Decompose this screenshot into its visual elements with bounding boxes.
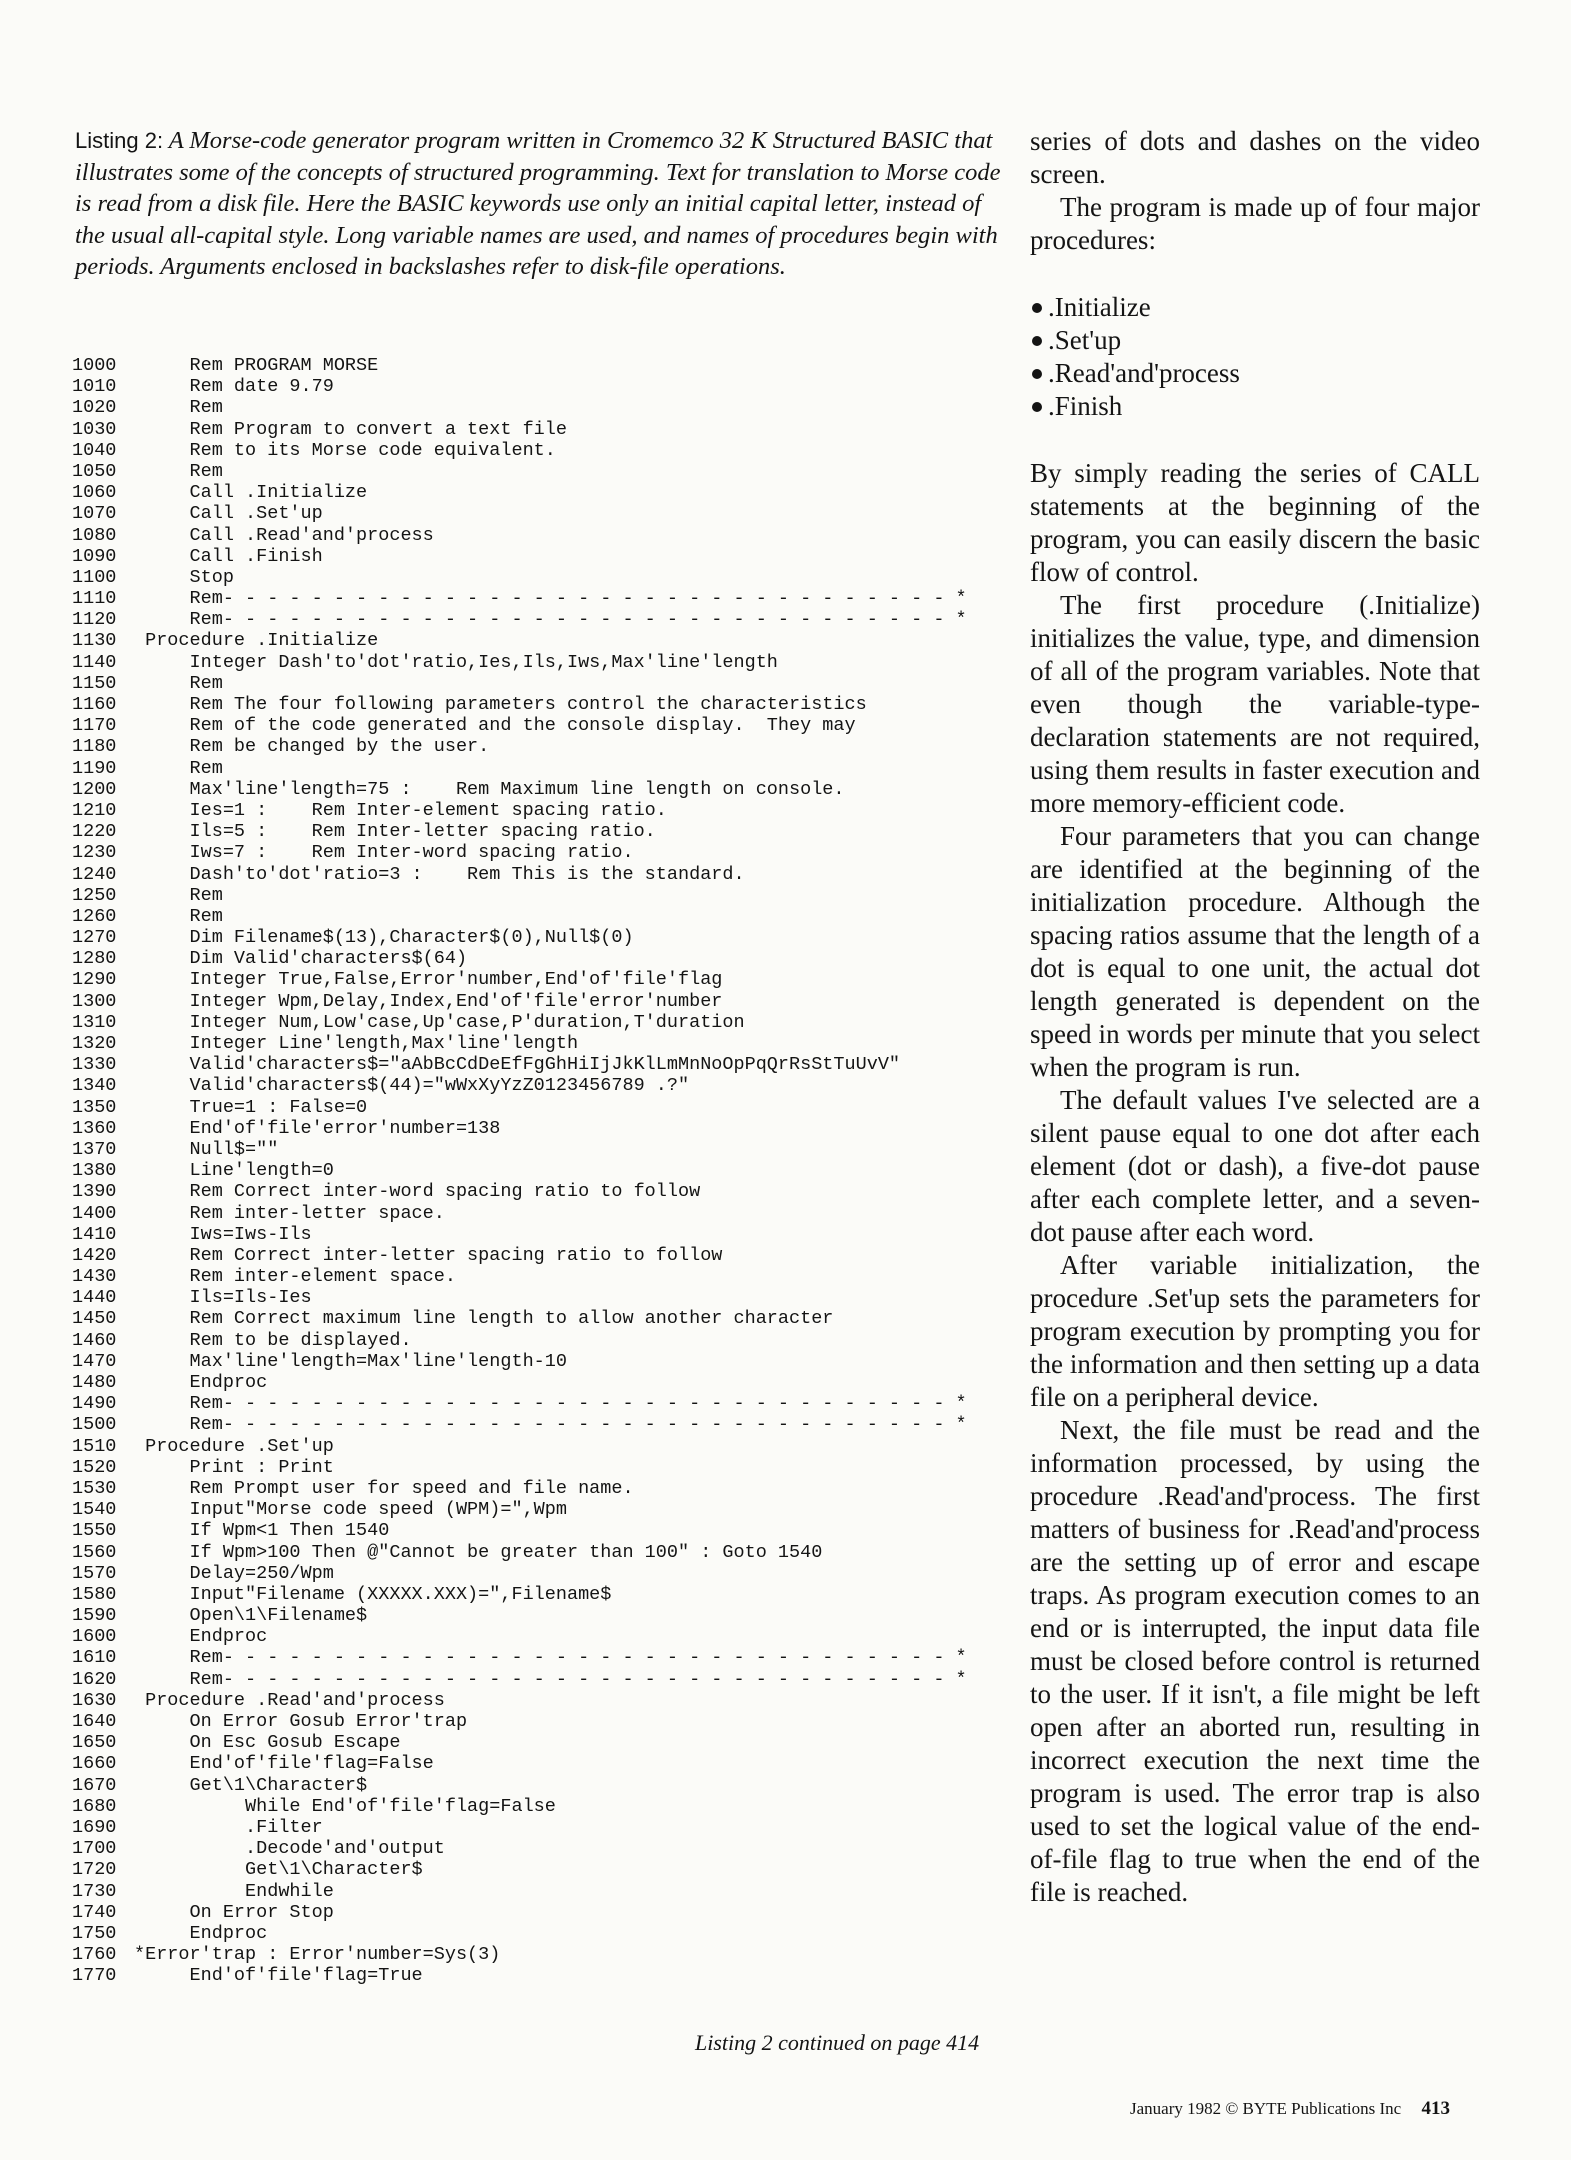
code-line [72, 1817, 1022, 1838]
code-line [72, 1118, 1022, 1139]
code-line [72, 1753, 1022, 1774]
code-text: Integer True,False,Error'number,End'of'file'flag [134, 969, 723, 991]
code-text: End'of'file'error'number=138 [134, 1117, 501, 1139]
line-number: 1670 [72, 1774, 117, 1796]
article-paragraph: Next, the file must be read and the information processed, by using the procedure .Read'and'process. The first matters of business for .Read'and'process are the setting up of error and escape traps. As program execution comes to an end or is interrupted, the input data file must be closed before control is returned to the user. If it isn't, a file might be left open after an aborted run, resulting in incorrect execution the next time the program is used. The error trap is also used to set the logical value of the end-of-file flag to true when the end of the file is reached. [1030, 1415, 1480, 1907]
article-paragraph: The program is made up of four major procedures: [1030, 192, 1480, 255]
code-line [72, 1690, 1022, 1711]
code-line [72, 1372, 1022, 1393]
code-line [72, 546, 1022, 567]
code-text: True=1 : False=0 [134, 1096, 368, 1118]
code-text: Rem to its Morse code equivalent. [134, 439, 556, 461]
code-text: Rem [134, 672, 223, 694]
code-text: Rem Program to convert a text file [134, 418, 567, 440]
line-number: 1380 [72, 1160, 117, 1182]
code-line [72, 1287, 1022, 1308]
line-number: 1000 [72, 355, 117, 376]
code-text: Endproc [134, 1626, 268, 1648]
code-text: End'of'file'flag=True [134, 1965, 423, 1987]
code-line [72, 1075, 1022, 1096]
code-line [72, 355, 1022, 376]
code-text: Max'line'length=Max'line'length-10 [134, 1350, 567, 1372]
code-text: Max'line'length=75 : Rem Maximum line length on console. [134, 778, 845, 800]
line-number: 1750 [72, 1922, 117, 1944]
code-text: Integer Line'length,Max'line'length [134, 1033, 579, 1054]
article-paragraph: By simply reading the series of CALL statements at the beginning of the program, you can easily discern the basic flow of control. [1030, 458, 1480, 587]
bullet-icon [1032, 303, 1042, 313]
code-line [72, 1923, 1022, 1944]
code-line [72, 842, 1022, 863]
line-number: 1220 [72, 821, 117, 843]
line-number: 1340 [72, 1075, 117, 1097]
line-number: 1250 [72, 884, 117, 906]
code-text: Rem Prompt user for speed and file name. [134, 1477, 634, 1499]
code-text: Rem Correct maximum line length to allow another character [134, 1308, 834, 1330]
line-number: 1610 [72, 1647, 117, 1669]
line-number: 1320 [72, 1033, 117, 1054]
line-number: 1260 [72, 905, 117, 927]
line-number: 1530 [72, 1477, 117, 1499]
code-line [72, 1266, 1022, 1287]
code-line [72, 927, 1022, 948]
line-number: 1370 [72, 1138, 117, 1160]
code-text: Valid'characters$="aAbBcCdDeEfFgGhHiIjJkKlLmMnNoOpPqQrRsStTuUvV" [134, 1054, 901, 1076]
code-text: Dim Valid'characters$(64) [134, 948, 468, 970]
page-footer [1130, 2098, 1450, 2120]
code-text: Rem- - - - - - - - - - - - - - - - - - - - - - - - - - - - - - - - - * [134, 1647, 967, 1669]
line-number: 1450 [72, 1308, 117, 1330]
code-line [72, 1457, 1022, 1478]
code-line [72, 1711, 1022, 1732]
code-line [72, 1478, 1022, 1499]
code-text: Rem [134, 905, 223, 927]
code-text: Rem Correct inter-word spacing ratio to follow [134, 1181, 701, 1203]
code-text: Rem [134, 460, 223, 482]
code-line [72, 567, 1022, 588]
list-item-label: .Set'up [1048, 325, 1122, 355]
line-number: 1520 [72, 1456, 117, 1478]
line-number: 1490 [72, 1393, 117, 1415]
line-number: 1760 [72, 1944, 117, 1966]
code-text: Endwhile [134, 1880, 334, 1902]
code-text: Integer Dash'to'dot'ratio,Ies,Ils,Iws,Max'line'length [134, 651, 778, 673]
line-number: 1080 [72, 524, 117, 546]
line-number: 1210 [72, 799, 117, 821]
code-text: Iws=Iws-Ils [134, 1223, 312, 1245]
code-text: .Decode'and'output [134, 1838, 445, 1860]
code-line [72, 779, 1022, 800]
code-text: Call .Initialize [134, 482, 368, 504]
code-line [72, 1012, 1022, 1033]
code-text: End'of'file'flag=False [134, 1753, 434, 1775]
line-number: 1690 [72, 1816, 117, 1838]
line-number: 1630 [72, 1689, 117, 1711]
code-line [72, 736, 1022, 757]
code-line [72, 1160, 1022, 1181]
code-text: On Error Gosub Error'trap [134, 1711, 468, 1732]
article-column [1030, 125, 1480, 1909]
line-number: 1350 [72, 1096, 117, 1118]
code-text: Rem [134, 884, 223, 906]
line-number: 1140 [72, 651, 117, 673]
code-text: Rem to be displayed. [134, 1329, 412, 1351]
code-line [72, 1626, 1022, 1647]
line-number: 1330 [72, 1054, 117, 1076]
line-number: 1120 [72, 609, 117, 631]
code-line [72, 1584, 1022, 1605]
article-paragraph: The first procedure (.Initialize) initializes the value, type, and dimension of all of the program variables. Note that even though the variable-type-declaration statements are not required, using them results in faster execution and more memory-efficient code. [1030, 590, 1480, 818]
line-number: 1050 [72, 460, 117, 482]
code-text: Integer Wpm,Delay,Index,End'of'file'error'number [134, 990, 723, 1012]
line-number: 1650 [72, 1732, 117, 1754]
line-number: 1230 [72, 842, 117, 864]
code-text: Ils=5 : Rem Inter-letter spacing ratio. [134, 821, 656, 843]
code-line [72, 885, 1022, 906]
code-text: Rem inter-element space. [134, 1266, 456, 1288]
line-number: 1030 [72, 418, 117, 440]
line-number: 1480 [72, 1372, 117, 1393]
code-line [72, 1351, 1022, 1372]
article-paragraph: After variable initialization, the procedure .Set'up sets the parameters for program execution by prompting you for the information and then setting up a data file on a peripheral device. [1030, 1250, 1480, 1412]
code-line [72, 1881, 1022, 1902]
code-text: While End'of'file'flag=False [134, 1795, 556, 1817]
line-number: 1100 [72, 566, 117, 588]
code-text: Ies=1 : Rem Inter-element spacing ratio. [134, 799, 667, 821]
article-paragraph: Four parameters that you can change are identified at the beginning of the initialization procedure. Although the spacing ratios assume that the length of a dot is equal to one unit, the actual dot length generated is dependent on the speed in words per minute that you select when the program is run. [1030, 821, 1480, 1082]
code-line [72, 673, 1022, 694]
line-number: 1090 [72, 545, 117, 567]
code-line [72, 482, 1022, 503]
code-line [72, 1245, 1022, 1266]
line-number: 1040 [72, 439, 117, 461]
code-line [72, 1097, 1022, 1118]
line-number: 1110 [72, 588, 117, 610]
line-number: 1060 [72, 482, 117, 504]
line-number: 1300 [72, 990, 117, 1012]
code-line [72, 461, 1022, 482]
code-line [72, 1902, 1022, 1923]
code-line [72, 948, 1022, 969]
code-line [72, 376, 1022, 397]
line-number: 1070 [72, 503, 117, 525]
code-line [72, 1944, 1022, 1965]
code-line [72, 1563, 1022, 1584]
line-number: 1200 [72, 778, 117, 800]
code-text: If Wpm<1 Then 1540 [134, 1520, 390, 1542]
code-text: Rem date 9.79 [134, 376, 334, 398]
code-line [72, 1139, 1022, 1160]
code-line [72, 1203, 1022, 1224]
code-listing [72, 355, 1022, 1986]
line-number: 1190 [72, 757, 117, 779]
line-number: 1240 [72, 863, 117, 885]
code-line [72, 652, 1022, 673]
line-number: 1600 [72, 1626, 117, 1648]
line-number: 1180 [72, 736, 117, 758]
code-text: Iws=7 : Rem Inter-word spacing ratio. [134, 842, 634, 864]
code-text: Rem- - - - - - - - - - - - - - - - - - - - - - - - - - - - - - - - - * [134, 588, 967, 610]
code-text: Rem The four following parameters control the characteristics [134, 694, 867, 715]
code-text: Integer Num,Low'case,Up'case,P'duration,T'duration [134, 1011, 745, 1033]
code-text: Rem- - - - - - - - - - - - - - - - - - - - - - - - - - - - - - - - - * [134, 609, 967, 631]
code-line [72, 864, 1022, 885]
code-text: Dim Filename$(13),Character$(0),Null$(0) [134, 927, 634, 949]
code-line [72, 419, 1022, 440]
line-number: 1550 [72, 1520, 117, 1542]
code-text: Open\1\Filename$ [134, 1605, 368, 1627]
line-number: 1420 [72, 1244, 117, 1266]
line-number: 1580 [72, 1583, 117, 1605]
code-text: Call .Read'and'process [134, 524, 434, 546]
code-line [72, 503, 1022, 524]
code-line [72, 1330, 1022, 1351]
code-text: Rem- - - - - - - - - - - - - - - - - - - - - - - - - - - - - - - - - * [134, 1414, 967, 1436]
code-text: Input"Filename (XXXXX.XXX)=",Filename$ [134, 1583, 612, 1605]
code-text: Rem Correct inter-letter spacing ratio to follow [134, 1244, 723, 1266]
code-text: Procedure .Initialize [134, 630, 379, 652]
list-item [1030, 357, 1480, 390]
line-number: 1130 [72, 630, 117, 652]
line-number: 1510 [72, 1435, 117, 1457]
code-line [72, 1054, 1022, 1075]
code-line [72, 1838, 1022, 1859]
line-number: 1410 [72, 1223, 117, 1245]
code-line [72, 1436, 1022, 1457]
line-number: 1640 [72, 1711, 117, 1732]
code-text: Print : Print [134, 1456, 334, 1478]
line-number: 1700 [72, 1838, 117, 1860]
code-text: .Filter [134, 1816, 323, 1838]
line-number: 1620 [72, 1668, 117, 1690]
code-text: Rem [134, 757, 223, 779]
code-line [72, 694, 1022, 715]
line-number: 1360 [72, 1117, 117, 1139]
line-number: 1020 [72, 397, 117, 419]
code-line [72, 800, 1022, 821]
code-line [72, 991, 1022, 1012]
code-text: *Error'trap : Error'number=Sys(3) [134, 1944, 501, 1966]
code-text: Ils=Ils-Ies [134, 1287, 312, 1309]
code-text: Procedure .Read'and'process [134, 1689, 445, 1711]
code-line [72, 1542, 1022, 1563]
bullet-icon [1032, 402, 1042, 412]
code-line [72, 1965, 1022, 1986]
code-text: Rem [134, 397, 223, 419]
code-line [72, 715, 1022, 736]
code-text: Rem inter-letter space. [134, 1202, 445, 1224]
line-number: 1740 [72, 1901, 117, 1923]
list-item [1030, 324, 1480, 357]
code-text: Input"Morse code speed (WPM)=",Wpm [134, 1499, 567, 1521]
code-line [72, 969, 1022, 990]
list-item [1030, 291, 1480, 324]
caption-text: A Morse-code generator program written in Cromemco 32 K Structured BASIC that illustrates some of the concepts of structured programming. Text for translation to Morse code is read from a disk file. Here the BASIC keywords use only an initial capital letter, instead of the usual all-capital style. Long variable names are used, and names of procedures begin with periods. Arguments enclosed in backslashes refer to disk-file operations. [75, 127, 1001, 280]
article-paragraph: series of dots and dashes on the video screen. [1030, 126, 1480, 189]
code-text: Endproc [134, 1922, 268, 1944]
line-number: 1730 [72, 1880, 117, 1902]
line-number: 1280 [72, 948, 117, 970]
code-line [72, 440, 1022, 461]
code-text: Rem be changed by the user. [134, 736, 490, 758]
code-text: Get\1\Character$ [134, 1774, 368, 1796]
line-number: 1470 [72, 1350, 117, 1372]
code-text: Dash'to'dot'ratio=3 : Rem This is the standard. [134, 863, 745, 885]
list-item-label: .Initialize [1048, 292, 1151, 322]
code-line [72, 1605, 1022, 1626]
line-number: 1290 [72, 969, 117, 991]
code-text: Rem of the code generated and the console display. They may [134, 715, 856, 737]
line-number: 1430 [72, 1266, 117, 1288]
code-line [72, 1414, 1022, 1435]
code-line [72, 588, 1022, 609]
list-item-label: .Finish [1048, 391, 1123, 421]
code-text: Stop [134, 566, 234, 588]
code-text: Call .Set'up [134, 503, 323, 525]
bullet-icon [1032, 369, 1042, 379]
code-line [72, 821, 1022, 842]
code-text: Rem- - - - - - - - - - - - - - - - - - - - - - - - - - - - - - - - - * [134, 1668, 967, 1690]
code-line [72, 525, 1022, 546]
list-item [1030, 390, 1480, 423]
code-line [72, 397, 1022, 418]
code-line [72, 1669, 1022, 1690]
code-line [72, 758, 1022, 779]
code-line [72, 1393, 1022, 1414]
line-number: 1170 [72, 715, 117, 737]
code-line [72, 1520, 1022, 1541]
code-text: Line'length=0 [134, 1160, 334, 1182]
line-number: 1310 [72, 1011, 117, 1033]
code-text: On Esc Gosub Escape [134, 1732, 401, 1754]
procedure-list [1030, 291, 1480, 423]
bullet-icon [1032, 336, 1042, 346]
list-item-label: .Read'and'process [1048, 358, 1240, 388]
line-number: 1680 [72, 1795, 117, 1817]
line-number: 1540 [72, 1499, 117, 1521]
line-number: 1150 [72, 672, 117, 694]
code-text: Rem PROGRAM MORSE [134, 355, 379, 376]
code-line [72, 1732, 1022, 1753]
code-line [72, 1033, 1022, 1054]
code-line [72, 906, 1022, 927]
listing-caption [75, 125, 1005, 283]
code-line [72, 630, 1022, 651]
code-text: Null$="" [134, 1138, 279, 1160]
line-number: 1400 [72, 1202, 117, 1224]
line-number: 1500 [72, 1414, 117, 1436]
line-number: 1390 [72, 1181, 117, 1203]
code-text: On Error Stop [134, 1901, 334, 1923]
listing-continued-note: Listing 2 continued on page 414 [695, 2030, 980, 2055]
issue-credit: January 1982 © BYTE Publications Inc [1130, 2099, 1402, 2118]
line-number: 1460 [72, 1329, 117, 1351]
code-line [72, 1181, 1022, 1202]
code-line [72, 1499, 1022, 1520]
code-line [72, 1796, 1022, 1817]
line-number: 1770 [72, 1965, 117, 1987]
line-number: 1660 [72, 1753, 117, 1775]
article-paragraph: The default values I've selected are a silent pause equal to one dot after each element (dot or dash), a five-dot pause after each complete letter, and a seven-dot pause after each word. [1030, 1085, 1480, 1247]
code-line [72, 1775, 1022, 1796]
code-text: Endproc [134, 1372, 268, 1393]
code-line [72, 1647, 1022, 1668]
line-number: 1590 [72, 1605, 117, 1627]
line-number: 1270 [72, 927, 117, 949]
code-text: If Wpm>100 Then @"Cannot be greater than 100" : Goto 1540 [134, 1541, 823, 1563]
code-text: Delay=250/Wpm [134, 1562, 334, 1584]
code-line [72, 1224, 1022, 1245]
line-number: 1560 [72, 1541, 117, 1563]
page-number: 413 [1421, 2098, 1450, 2119]
code-line [72, 609, 1022, 630]
line-number: 1160 [72, 694, 117, 715]
line-number: 1440 [72, 1287, 117, 1309]
line-number: 1570 [72, 1562, 117, 1584]
line-number: 1720 [72, 1859, 117, 1881]
code-text: Call .Finish [134, 545, 323, 567]
code-line [72, 1308, 1022, 1329]
code-text: Valid'characters$(44)="wWxXyYzZ0123456789 .?" [134, 1075, 690, 1097]
code-text: Get\1\Character$ [134, 1859, 423, 1881]
code-text: Procedure .Set'up [134, 1435, 334, 1457]
caption-label: Listing 2: [75, 128, 164, 153]
line-number: 1010 [72, 376, 117, 398]
code-text: Rem- - - - - - - - - - - - - - - - - - - - - - - - - - - - - - - - - * [134, 1393, 967, 1415]
code-line [72, 1859, 1022, 1880]
